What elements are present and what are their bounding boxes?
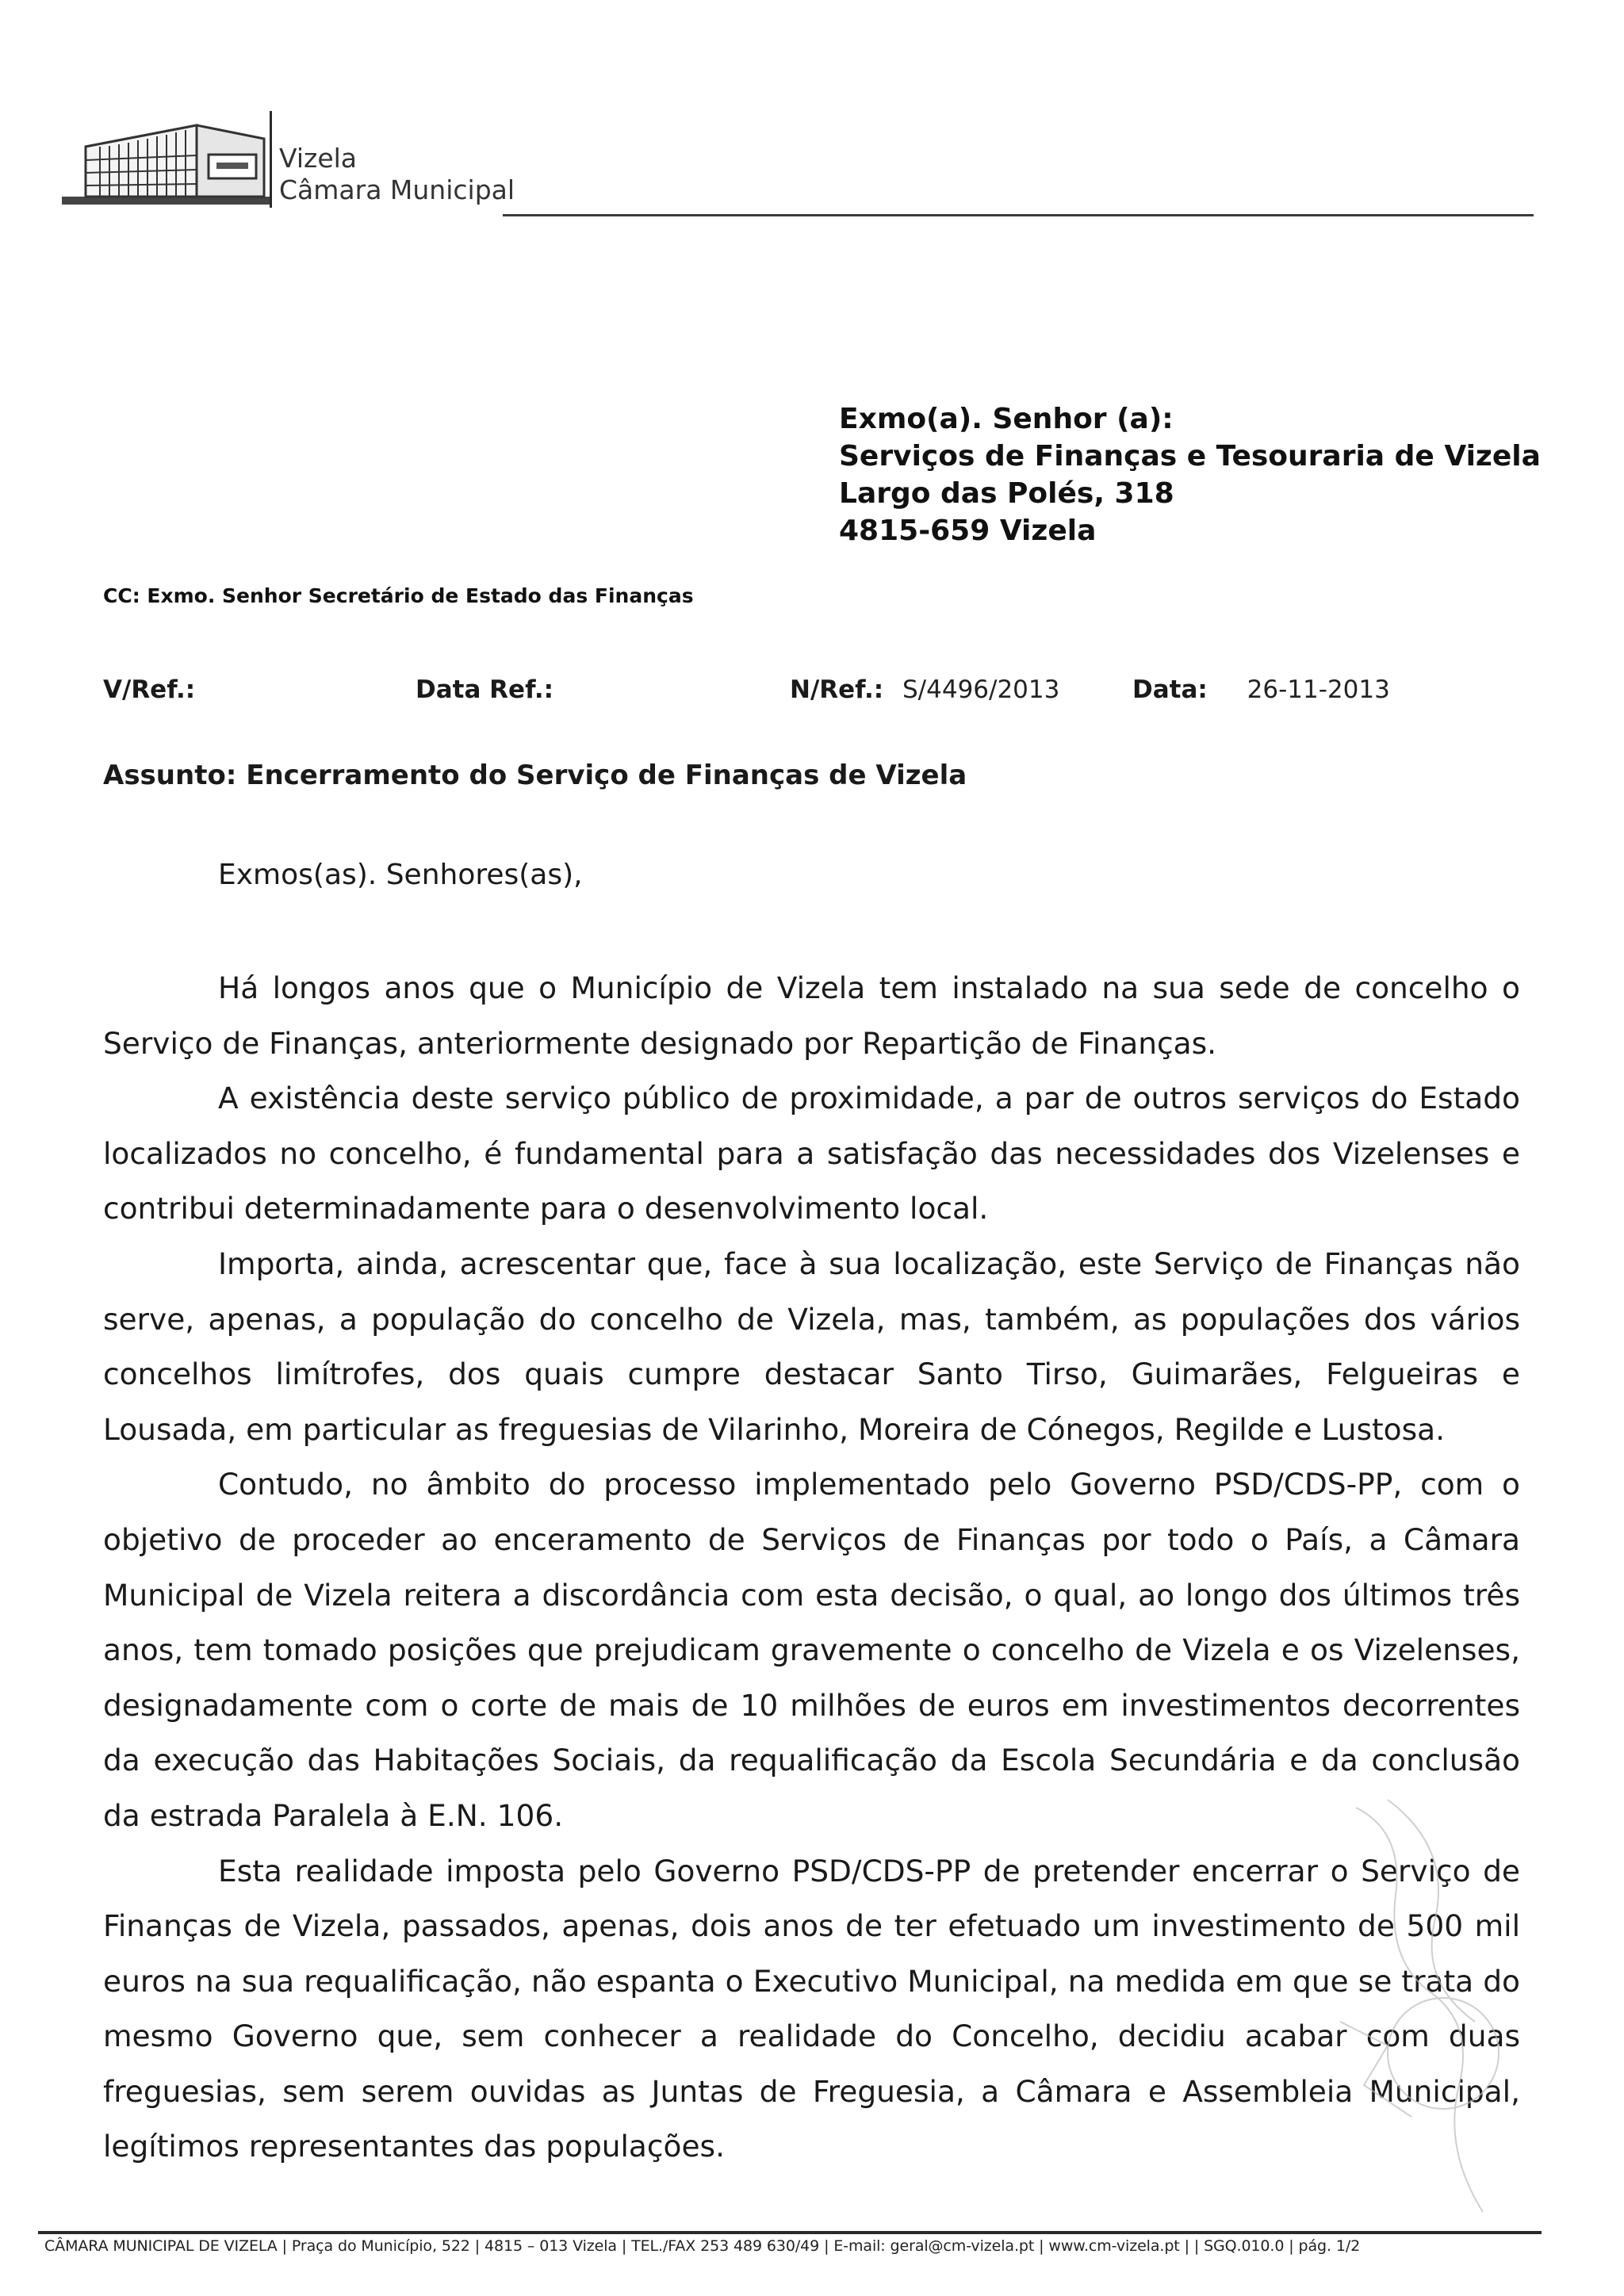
body-paragraph: Importa, ainda, acrescentar que, face à sua localização, este Serviço de Finanças não serve, apenas, a população do concelho de Vizela, mas, também, as populações dos vários concelhos limítrofes, dos quais cumpre destacar Santo Tirso, Guimarães, Felgueiras e Lousada, em particular as freguesias de Vilarinho, Moreira de Cónegos, Regilde e Lustosa.: [103, 1246, 1520, 1447]
footer-rule: [38, 2231, 1542, 2234]
page-footer: CÂMARA MUNICIPAL DE VIZELA | Praça do Município, 522 | 4815 – 013 Vizela | TEL./FAX 253 489 630/49 | E-mail: geral@cm-vizela.pt | www.cm-vizela.pt | | SGQ.010.0 | pág. 1/2: [44, 2237, 1361, 2255]
vref-label: V/Ref.:: [103, 675, 196, 704]
nref-value: S/4496/2013: [902, 675, 1060, 704]
dataref-field: [416, 675, 553, 704]
addressee-postal: 4815-659 Vizela: [839, 515, 1097, 547]
nref-label: N/Ref.:: [790, 675, 884, 704]
body-paragraph: Há longos anos que o Município de Vizela tem instalado na sua sede de concelho o Serviço de Finanças, anteriormente designado por Repartição de Finanças.: [103, 970, 1520, 1061]
town-hall-building-icon: [62, 111, 270, 210]
cc-line: CC: Exmo. Senhor Secretário de Estado das Finanças: [103, 584, 694, 607]
vref-field: [103, 675, 195, 704]
body-paragraph: Esta realidade imposta pelo Governo PSD/CDS-PP de pretender encerrar o Serviço de Finanças de Vizela, passados, apenas, dois anos de ter efetuado um investimento de 500 mil euros na sua requalificação, não espanta o Executivo Municipal, na medida em que se trata do mesmo Governo que, sem conhecer a realidade do Concelho, decidiu acabar com duas freguesias, sem serem ouvidas as Juntas de Freguesia, a Câmara e Assembleia Municipal, legítimos representantes das populações.: [103, 1853, 1520, 2164]
salutation: Exmos(as). Senhores(as),: [218, 859, 583, 891]
dataref-label: Data Ref.:: [416, 675, 554, 704]
subject-line: Assunto: Encerramento do Serviço de Finanças de Vizela: [103, 760, 967, 791]
header-rule: [503, 214, 1534, 216]
body-paragraph: A existência deste serviço público de proximidade, a par de outros serviços do Estado localizados no concelho, é fundamental para a satisfação das necessidades dos Vizelenses e contribui determinadamente para o desenvolvimento local.: [103, 1081, 1520, 1226]
addressee-street: Largo das Polés, 318: [839, 477, 1174, 510]
org-city: Vizela: [279, 143, 358, 174]
date-field: [1132, 675, 1390, 704]
seal-stamp: [1293, 1784, 1530, 2228]
org-name: Câmara Municipal: [279, 174, 515, 205]
addressee-name: Serviços de Finanças e Tesouraria de Vizela: [839, 440, 1541, 473]
organization-name: [270, 111, 515, 208]
date-value: 26-11-2013: [1247, 675, 1390, 704]
addressee-block: [839, 400, 1541, 549]
date-label: Data:: [1132, 675, 1208, 704]
addressee-salutation: Exmo(a). Senhor (a):: [839, 403, 1174, 435]
nref-field: [790, 675, 1059, 704]
body-paragraph: Contudo, no âmbito do processo implementado pelo Governo PSD/CDS-PP, com o objetivo de proceder ao enceramento de Serviços de Finanças por todo o País, a Câmara Municipal de Vizela reitera a discordância com esta decisão, o qual, ao longo dos últimos três anos, tem tomado posições que prejudicam gravemente o concelho de Vizela e os Vizelenses, designadamente com o corte de mais de 10 milhões de euros em investimentos decorrentes da execução das Habitações Sociais, da requalificação da Escola Secundária e da conclusão da estrada Paralela à E.N. 106.: [103, 1467, 1520, 1833]
